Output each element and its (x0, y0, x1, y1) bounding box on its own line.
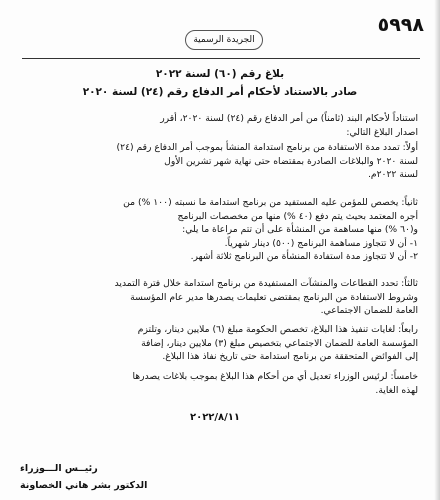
text-line: إلى الفوائض المتحققة من برنامج استدامة حتى تاريخ نفاذ هذا البلاغ. (162, 351, 418, 363)
text-line: العامة للضمان الاجتماعي. (320, 305, 418, 317)
intro-paragraph (20, 112, 418, 139)
text-line: ٢- أن لا تتجاوز مدة استفادة المنشأة من البرنامج ثلاثة أشهر. (190, 251, 418, 263)
header-divider (22, 58, 420, 59)
page-number: ٥٩٩٨ (377, 14, 424, 36)
text-line: ثالثاً: تحدد القطاعات والمنشآت المستفيدة من برنامج استدامة خلال فترة التمديد (114, 278, 418, 289)
clause-second (20, 196, 418, 264)
gazette-name-badge: الجريدة الرسمية (185, 30, 263, 50)
clause-fifth (20, 370, 418, 397)
text-line: المؤسسة العامة للضمان الاجتماعي بتخصيص مبلغ (٣) ملايين دينار، إضافة (141, 337, 418, 349)
text-line: أولاً: تمدد مدة الاستفادة من برنامج استدامة المنشأ بموجب أمر الدفاع رقم (٢٤) (116, 142, 418, 153)
announcement-title: بلاغ رقم (٦٠) لسنة ٢٠٢٢ (155, 68, 285, 80)
text-line: لسنة ٢٠٢٠ والبلاغات الصادرة بمقتضاه حتى نهاية شهر تشرين الأول (164, 155, 418, 167)
clause-first (20, 141, 418, 182)
signatory-title: رئيــس الـــوزراء (20, 463, 98, 474)
text-line: استناداً لأحكام البند (ثامناً) من أمر الدفاع رقم (٢٤) لسنة ٢٠٢٠، أقرر (160, 113, 418, 124)
text-line: لهذه الغاية. (375, 384, 418, 396)
text-line: رابعاً: لغايات تنفيذ هذا البلاغ، تخصص الحكومة مبلغ (٦) ملايين دينار، وتلتزم (137, 324, 418, 335)
page-edge-shadow (434, 0, 440, 500)
text-line: ١- أن لا تتجاوز مساهمة البرنامج (٥٠٠) دينار شهرياً. (224, 237, 418, 249)
text-line: ثانياً: يخصص للمؤمن عليه المستفيد من برنامج استدامة ما نسبته (١٠٠ %) من (123, 197, 418, 208)
text-line: وشروط الاستفادة من البرنامج بمقتضى تعليمات يصدرها مدير عام المؤسسة (130, 291, 418, 303)
announcement-subtitle: صادر بالاستناد لأحكام أمر الدفاع رقم (٢٤) لسنة ٢٠٢٠ (82, 86, 358, 98)
clause-third (20, 277, 418, 318)
issue-date: ٢٠٢٢/٨/١١ (189, 412, 241, 423)
text-line: أجره المعتمد بحيث يتم دفع (٤٠ %) منها من مخصصات البرنامج (177, 210, 418, 222)
text-line: لسنة ٢٠٢٢م. (368, 169, 418, 181)
text-line: اصدار البلاغ التالي: (346, 126, 418, 138)
clause-fourth (20, 323, 418, 364)
text-line: خامساً: لرئيس الوزراء تعديل أي من أحكام هذا البلاغ بموجب بلاغات يصدرها (132, 371, 418, 382)
text-line: و(٦٠ %) منها مساهمة من المنشأة على أن تتم مراعاة ما يلي: (182, 224, 418, 236)
signatory-name: الدكتور بشر هاني الخصاونة (20, 480, 148, 491)
